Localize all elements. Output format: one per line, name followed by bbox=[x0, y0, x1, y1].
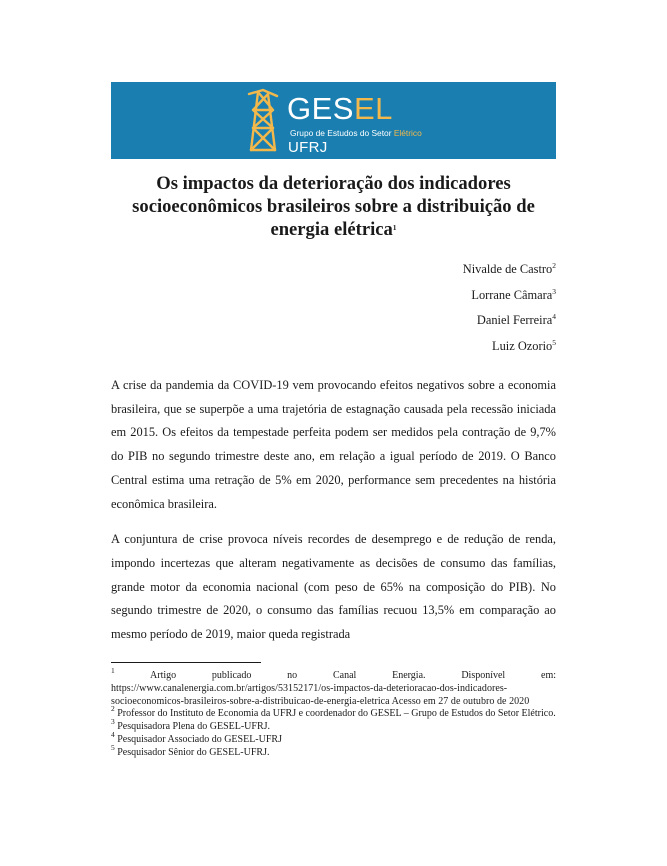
author bbox=[463, 334, 556, 360]
author-name: Luiz Ozorio bbox=[492, 338, 553, 353]
footnote bbox=[111, 729, 556, 747]
brand-wordmark bbox=[287, 92, 393, 126]
footnote-number: 5 bbox=[111, 742, 115, 752]
footnote-number: 2 bbox=[111, 704, 115, 714]
footnotes bbox=[111, 666, 556, 760]
footnote-number: 1 bbox=[111, 666, 115, 675]
body-paragraph: A conjuntura de crise provoca níveis recordes de desemprego e de redução de renda, impondo incertezas que alteram negativamente as decisões de consumo das famílias, grande motor da economia nacional (com peso de 65% na composição do PIB). No segundo trimestre de 2020, o consumo das famílias recuou 13,5% em comparação ao mesmo período de 2019, maior queda registrada bbox=[111, 532, 556, 642]
footnote bbox=[111, 717, 556, 734]
footnote bbox=[111, 704, 556, 721]
tagline-main: Grupo de Estudos do Setor bbox=[290, 128, 394, 138]
university-name: UFRJ bbox=[288, 139, 328, 156]
footnote-text: Pesquisadora Plena do GESEL-UFRJ. bbox=[117, 721, 271, 733]
transmission-tower-icon bbox=[246, 88, 280, 152]
author-footnote-ref: 4 bbox=[552, 312, 556, 322]
author-footnote-ref: 3 bbox=[552, 286, 556, 296]
footnote bbox=[111, 666, 556, 683]
brand-el: EL bbox=[353, 91, 393, 126]
footnote-divider bbox=[111, 662, 261, 663]
author-name: Daniel Ferreira bbox=[476, 313, 553, 328]
footnote-text: Professor do Instituto de Economia da UFRJ e coordenador do GESEL – Grupo de Estudos do Setor Elétrico. bbox=[117, 708, 556, 720]
footnote-link[interactable]: https://www.canalenergia.com.br/artigos/53152171/os-impactos-da-deterioracao-dos-indicadores-socioeconomicos-brasileiros-sobre-a-distribuicao-de-energia-eletrica Acesso em 27 de outubro de 2020 bbox=[111, 682, 530, 707]
author-name: Nivalde de Castro bbox=[462, 262, 553, 276]
author bbox=[463, 257, 556, 283]
author-name: Lorrane Câmara bbox=[471, 287, 553, 302]
brand-ges: GES bbox=[287, 91, 354, 126]
title-text: Os impactos da deterioração dos indicadores socioeconômicos brasileiros sobre a distribuição de energia elétrica bbox=[132, 173, 535, 240]
author bbox=[463, 283, 556, 309]
footnote-text: Pesquisador Associado do GESEL-UFRJ bbox=[117, 733, 282, 745]
author-footnote-ref: 2 bbox=[552, 261, 556, 270]
brand-tagline bbox=[290, 128, 422, 138]
footnote-text: Artigo publicado no Canal Energia. Disponível em: bbox=[150, 670, 556, 681]
footnote-text: Pesquisador Sênior do GESEL-UFRJ. bbox=[117, 746, 270, 758]
tagline-accent: Elétrico bbox=[393, 128, 422, 138]
article-body bbox=[111, 374, 556, 659]
header-banner bbox=[111, 82, 556, 159]
footnote-number: 4 bbox=[111, 729, 115, 739]
author-footnote-ref: 5 bbox=[552, 337, 556, 347]
author-list bbox=[463, 257, 556, 359]
footnote bbox=[111, 742, 556, 760]
author bbox=[463, 308, 556, 334]
footnote-number: 3 bbox=[111, 717, 115, 727]
body-paragraph: A crise da pandemia da COVID-19 vem provocando efeitos negativos sobre a economia brasileira, que se superpõe a uma trajetória de estagnação causada pela recessão iniciada em 2015. Os efeitos da tempestade perfeita podem ser medidos pela contração de 9,7% do PIB no segundo trimestre deste ano, em relação a igual período de 2019. O Banco Central estima uma retração de 5% em 2020, performance sem precedentes na história econômica brasileira. bbox=[111, 378, 556, 511]
article-title bbox=[111, 172, 556, 241]
title-footnote-ref: 1 bbox=[392, 223, 397, 232]
